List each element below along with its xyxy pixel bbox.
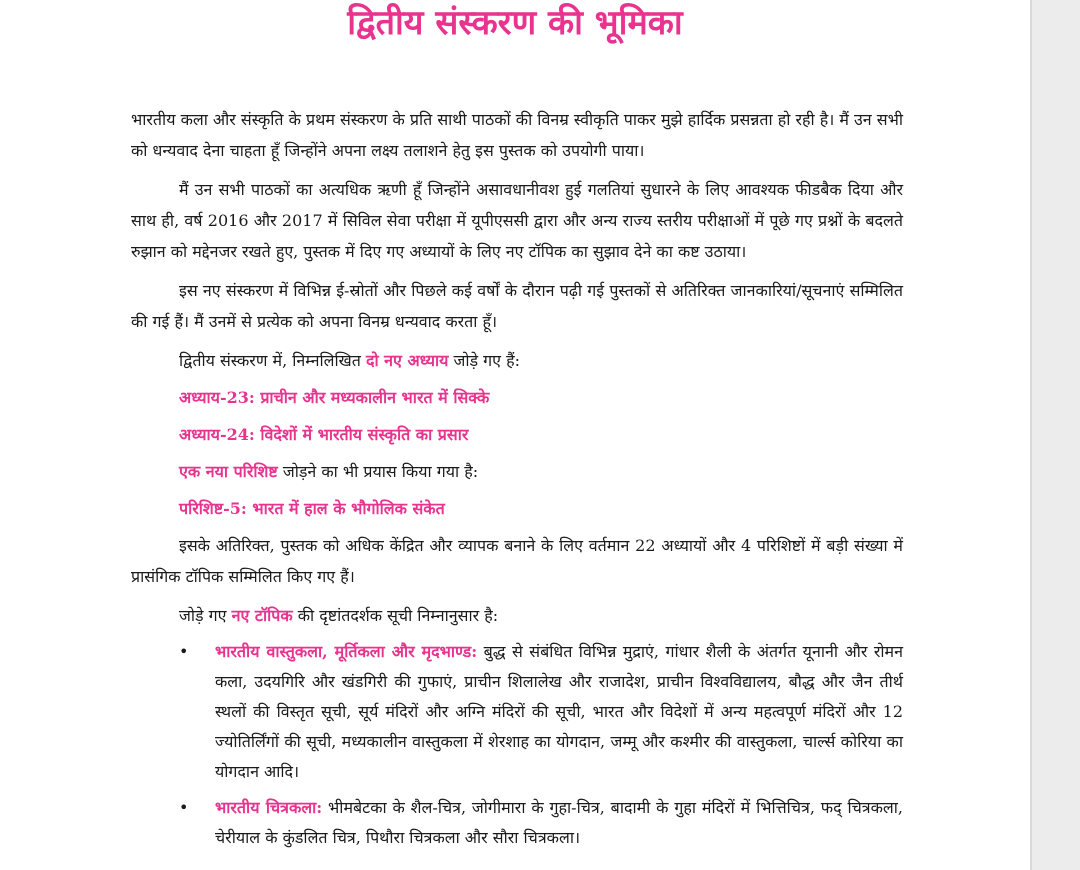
new-topics-highlight: नए टॉपिक — [231, 606, 293, 625]
paragraph-readers-feedback: मैं उन सभी पाठकों का अत्यधिक ऋणी हूँ जिन्होंने असावधानीवश हुई गलतियां सुधारने के लिए आवश्यक फीडबैक दिया और साथ ही, वर्ष 2016 और 2017 में सिविल सेवा परीक्षा में यूपीएससी द्वारा और अन्य राज्य स्तरीय परीक्षाओं में पूछे गए प्रश्नों के बदलते रुझान को मद्देनजर रखते हुए, पुस्तक में दिए गए अध्यायों के लिए नए टॉपिक का सुझाव देने का कष्ट उठाया। — [131, 180, 903, 261]
bullet-icon: • — [179, 642, 189, 661]
paragraph-additional-topics: इसके अतिरिक्त, पुस्तक को अधिक केंद्रित और व्यापक बनाने के लिए वर्तमान 22 अध्यायों और 4 परिशिष्टों में बड़ी संख्या में प्रासंगिक टॉपिक सम्मिलित किए गए हैं। — [131, 536, 903, 586]
paragraph-gratitude: भारतीय कला और संस्कृति के प्रथम संस्करण के प्रति साथी पाठकों की विनम्र स्वीकृति पाकर मुझे हार्दिक प्रसन्नता हो रही है। मैं उन सभी को धन्यवाद देना चाहता हूँ जिन्होंने अपना लक्ष्य तलाशने हेतु इस पुस्तक को उपयोगी पाया। — [131, 110, 903, 160]
chapter-24-heading: अध्याय-24: विदेशों में भारतीय संस्कृति का प्रसार — [179, 425, 469, 444]
topic-label: भारतीय वास्तुकला, मूर्तिकला और मृदभाण्ड: — [215, 642, 478, 661]
new-chapters-post: जोड़े गए हैं: — [448, 351, 520, 370]
new-topics-pre: जोड़े गए — [179, 606, 232, 625]
new-appendix-highlight: एक नया परिशिष्ट — [179, 462, 278, 481]
list-item — [131, 793, 903, 853]
topic-text: भीमबेटका के शैल-चित्र, जोगीमारा के गुहा-चित्र, बादामी के गुहा मंदिरों में भित्तिचित्र, फद् चित्रकला, चेरीयाल के कुंडलित चित्र, पिथौरा चित्रकला और सौरा चित्रकला। — [215, 798, 903, 847]
appendix-5-heading: परिशिष्ट-5: भारत में हाल के भौगोलिक संकेत — [179, 499, 445, 518]
new-appendix-line — [179, 456, 903, 487]
paragraph-new-edition: इस नए संस्करण में विभिन्न ई-स्रोतों और पिछले कई वर्षों के दौरान पढ़ी गई पुस्तकों से अतिरिक्त जानकारियां/सूचनाएं सम्मिलित की गई हैं। मैं उनमें से प्रत्येक को अपना विनम्र धन्यवाद करता हूँ। — [131, 281, 903, 331]
page-title: द्वितीय संस्करण की भूमिका — [347, 3, 683, 43]
topic-label: भारतीय चित्रकला: — [215, 798, 323, 817]
topics-list — [131, 637, 903, 853]
new-topics-post: की दृष्टांतदर्शक सूची निम्नानुसार है: — [292, 606, 499, 625]
new-chapters-highlight: दो नए अध्याय — [365, 351, 449, 370]
new-appendix-post: जोड़ने का भी प्रयास किया गया है: — [277, 462, 479, 481]
topic-text: बुद्ध से संबंधित विभिन्न मुद्राएं, गांधार शैली के अंतर्गत यूनानी और रोमन कला, उदयगिरि और खंडगिरी की गुफाएं, प्राचीन शिलालेख और राजादेश, प्राचीन विश्वविद्यालय, बौद्ध और जैन तीर्थ स्थलों की विस्तृत सूची, सूर्य मंदिरों और अग्नि मंदिरों की सूची, भारत और विदेशों में अन्य महत्वपूर्ण मंदिरों और 12 ज्योतिर्लिंगों की सूची, मध्यकालीन वास्तुकला में शेरशाह का योगदान, जम्मू और कश्मीर की वास्तुकला, चार्ल्स कोरिया का योगदान आदि। — [215, 642, 903, 781]
list-item — [131, 637, 903, 787]
page-edge-divider — [1030, 0, 1032, 870]
new-chapters-line — [179, 345, 903, 376]
bullet-icon: • — [179, 798, 189, 817]
new-chapters-pre: द्वितीय संस्करण में, निम्नलिखित — [179, 351, 366, 370]
new-topics-line — [179, 600, 903, 631]
chapter-23-heading: अध्याय-23: प्राचीन और मध्यकालीन भारत में सिक्के — [179, 388, 490, 407]
document-body — [131, 104, 903, 859]
